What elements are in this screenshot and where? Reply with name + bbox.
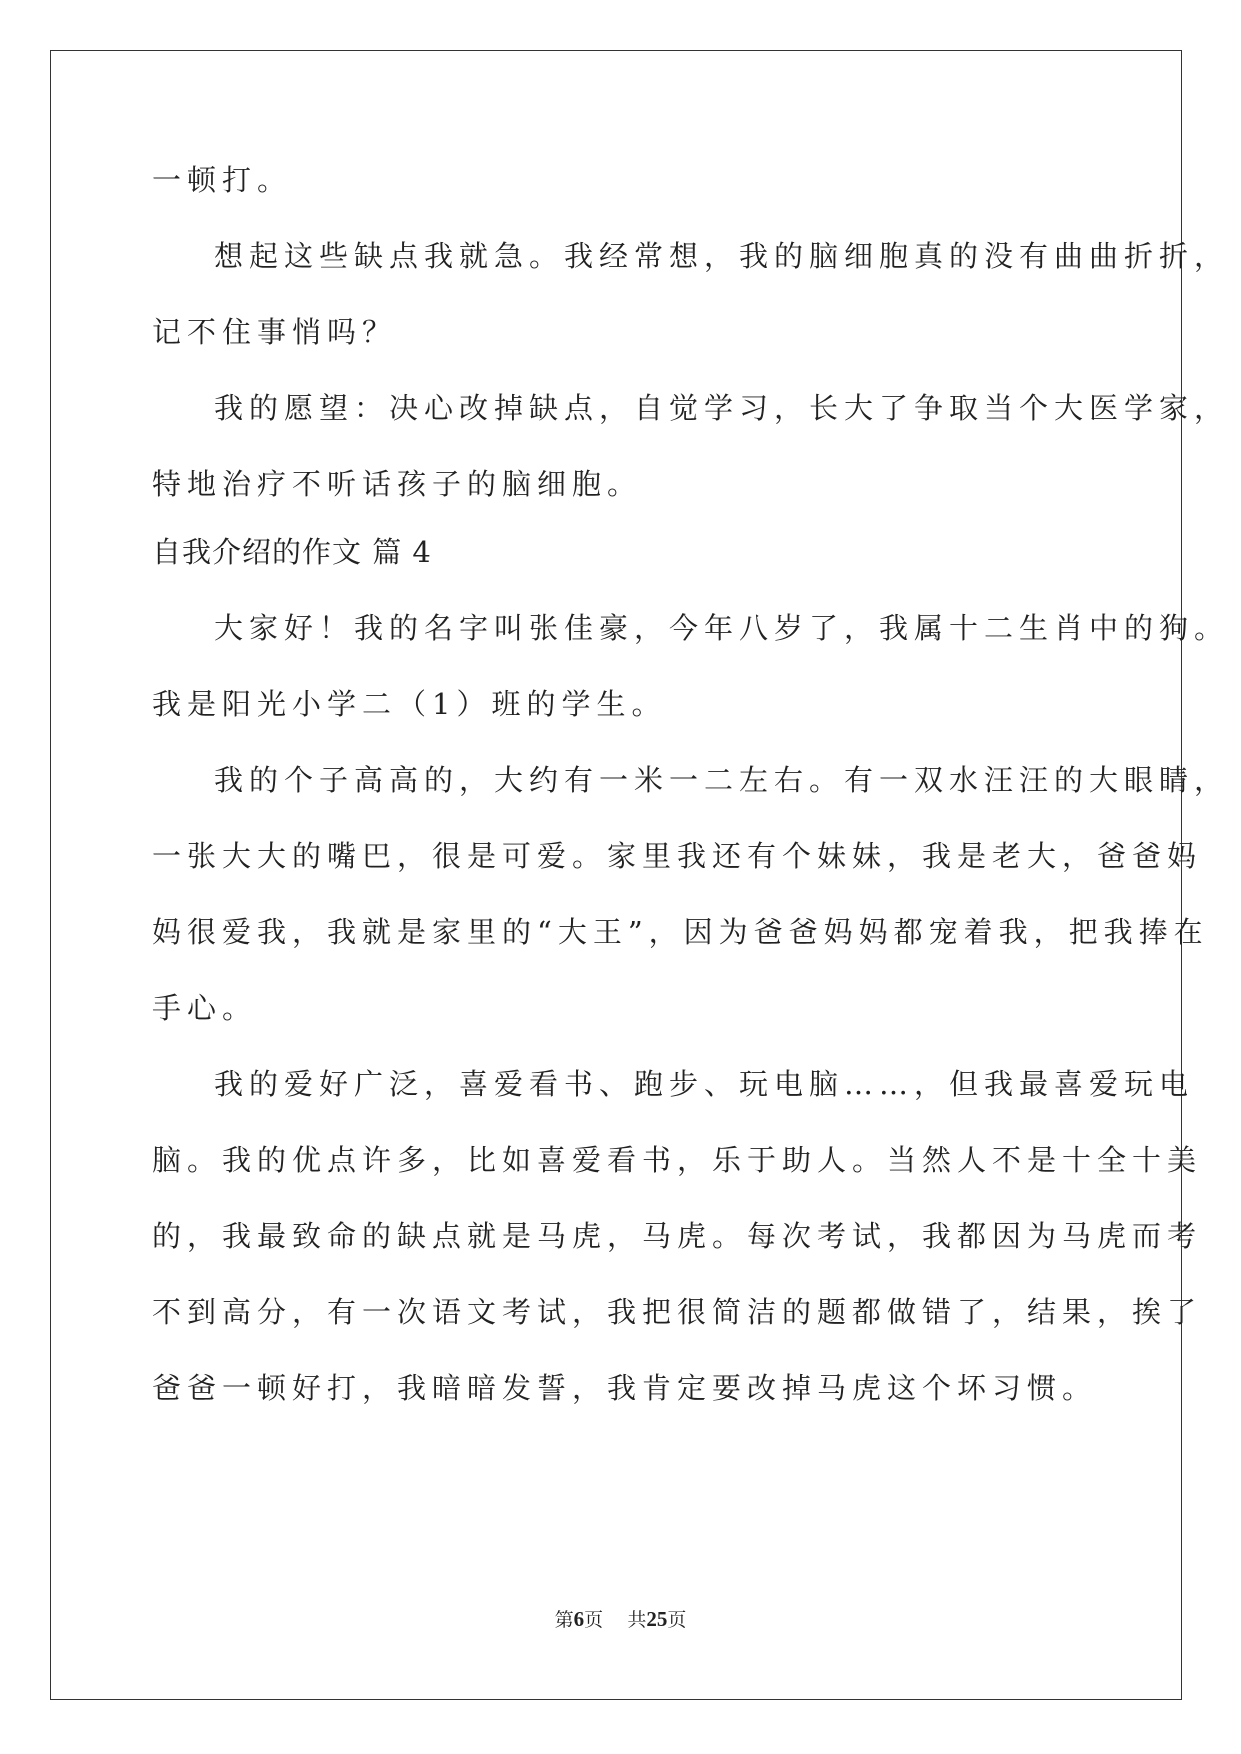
total-pages: 25 — [646, 1607, 668, 1631]
paragraph-start: 大家好！我的名字叫张佳豪，今年八岁了，我属十二生肖中的狗。 — [214, 611, 1230, 645]
text-line: 特地治疗不听话孩子的脑细胞。 — [152, 467, 643, 501]
text-line: 我是阳光小学二（1）班的学生。 — [152, 687, 667, 721]
paragraph-start: 想起这些缺点我就急。我经常想，我的脑细胞真的没有曲曲折折， — [214, 239, 1230, 273]
text-line: 记不住事悄吗？ — [152, 315, 398, 349]
text-line: 不到高分，有一次语文考试，我把很简洁的题都做错了，结果，挨了 — [152, 1295, 1203, 1329]
text-line: 爸爸一顿好打，我暗暗发誓，我肯定要改掉马虎这个坏习惯。 — [152, 1371, 1098, 1405]
footer-total-prefix: 共 — [627, 1609, 647, 1631]
page-footer — [0, 1605, 1241, 1632]
text-line: 一顿打。 — [152, 163, 293, 197]
text-line: 脑。我的优点许多，比如喜爱看书，乐于助人。当然人不是十全十美 — [152, 1143, 1203, 1177]
text-line: 手心。 — [152, 991, 258, 1025]
paragraph-start: 我的爱好广泛，喜爱看书、跑步、玩电脑……，但我最喜爱玩电 — [214, 1067, 1195, 1101]
text-line: 的，我最致命的缺点就是马虎，马虎。每次考试，我都因为马虎而考 — [152, 1219, 1203, 1253]
paragraph-start: 我的愿望：决心改掉缺点，自觉学习，长大了争取当个大医学家， — [214, 391, 1230, 425]
text-line: 一张大大的嘴巴，很是可爱。家里我还有个妹妹，我是老大，爸爸妈 — [152, 839, 1203, 873]
footer-page-suffix: 页 — [584, 1609, 604, 1631]
paragraph-start: 我的个子高高的，大约有一米一二左右。有一双水汪汪的大眼睛， — [214, 763, 1230, 797]
section-heading: 自我介绍的作文 篇 4 — [152, 535, 432, 569]
footer-prefix: 第 — [554, 1609, 574, 1631]
footer-total-suffix: 页 — [667, 1609, 687, 1631]
page-number: 6 — [573, 1607, 585, 1631]
text-line: 妈很爱我，我就是家里的“大王”，因为爸爸妈妈都宠着我，把我捧在 — [152, 915, 1209, 949]
